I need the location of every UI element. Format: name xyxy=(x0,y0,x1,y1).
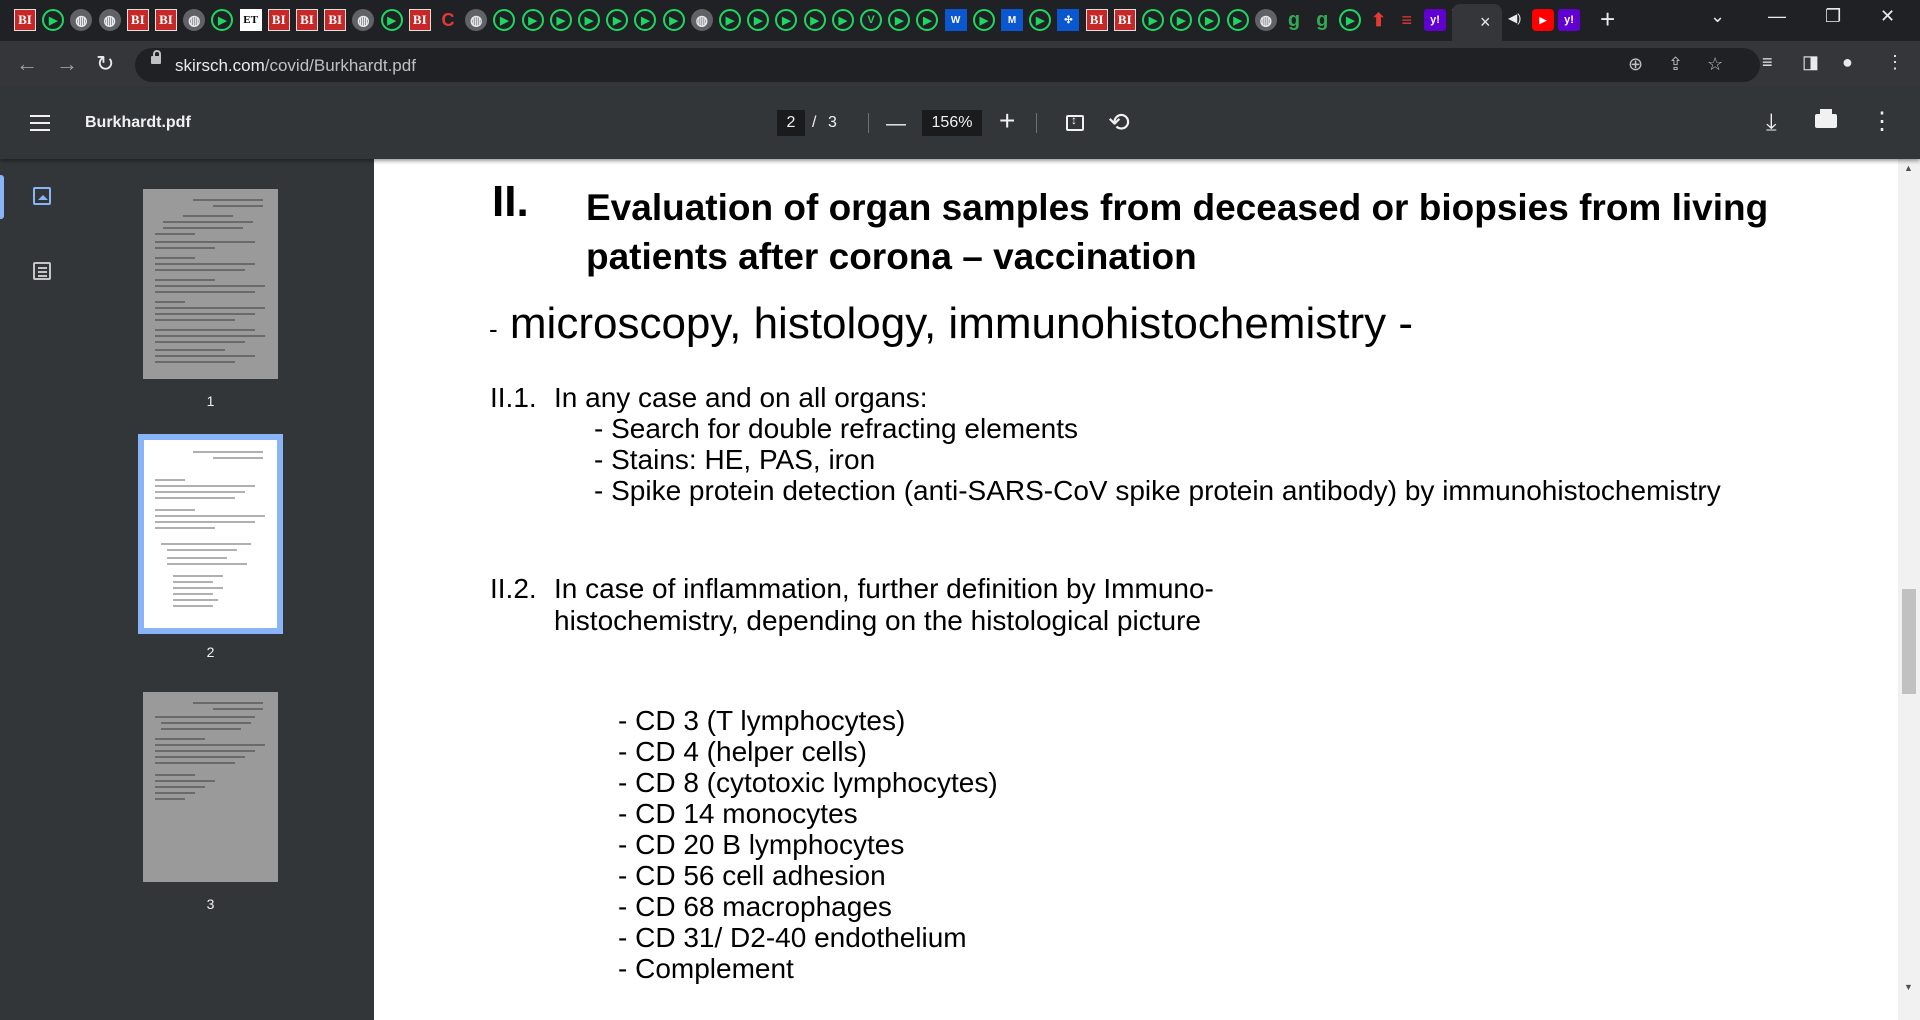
toolbar-divider xyxy=(868,113,869,133)
thumbnail-text-line xyxy=(155,786,205,788)
thumbnail-label: 3 xyxy=(206,896,215,912)
tab-play-icon[interactable]: ▶ xyxy=(1339,9,1361,31)
page-thumbnail-1[interactable] xyxy=(143,189,278,379)
tab-play-icon[interactable]: ▶ xyxy=(211,9,233,31)
lock-icon[interactable] xyxy=(151,56,161,64)
tab-bi-icon[interactable]: BI xyxy=(127,9,149,31)
thumbnail-text-line xyxy=(155,527,215,529)
tab-play-icon[interactable]: ▶ xyxy=(663,9,685,31)
thumbnail-text-line xyxy=(155,257,195,259)
tab-globe-icon[interactable]: ◍ xyxy=(1255,9,1277,31)
url-host: skirsch.com xyxy=(175,56,265,75)
page-total: 3 xyxy=(828,114,837,131)
thumbnail-text-line xyxy=(163,221,253,223)
thumbnail-text-line xyxy=(161,543,251,545)
thumbnail-sidebar xyxy=(0,159,374,1020)
thumbnail-text-line xyxy=(155,774,195,776)
print-icon[interactable] xyxy=(1815,114,1837,128)
tab-play-icon[interactable]: ▶ xyxy=(804,9,826,31)
page-thumbnail-2[interactable] xyxy=(143,439,278,629)
list-item: - CD 14 monocytes xyxy=(618,798,858,829)
browser-toolbar xyxy=(0,41,1920,89)
thumbnail-text-line xyxy=(155,269,245,271)
thumbnail-text-line xyxy=(155,756,245,758)
thumbnail-text-line xyxy=(213,708,263,710)
thumbnail-text-line xyxy=(155,780,215,782)
reload-icon[interactable]: ↻ xyxy=(96,51,115,76)
tab-play-icon[interactable]: ▶ xyxy=(522,9,544,31)
tab-play-icon[interactable]: ▶ xyxy=(493,9,515,31)
tab-play-icon[interactable]: ▶ xyxy=(1198,9,1220,31)
yahoo-tab-icon[interactable]: y! xyxy=(1558,9,1580,31)
tab-play-icon[interactable]: ▶ xyxy=(888,9,910,31)
section-title-line: patients after corona – vaccination xyxy=(586,236,1197,277)
youtube-tab-icon[interactable]: ▶ xyxy=(1532,9,1554,31)
download-icon[interactable]: ⤓ xyxy=(1766,109,1777,136)
tab-globe-icon[interactable]: ◍ xyxy=(691,9,713,31)
thumbnail-text-line xyxy=(161,728,241,730)
pdf-page xyxy=(374,159,1898,1020)
thumbnail-text-line xyxy=(155,301,185,303)
side-panel-icon[interactable]: ◨ xyxy=(1802,52,1820,72)
thumbnail-text-line xyxy=(155,329,255,331)
document-outline-icon[interactable] xyxy=(33,262,51,280)
tab-yahoo-icon[interactable]: y! xyxy=(1424,9,1446,31)
thumbnail-text-line xyxy=(155,744,265,746)
thumbnail-text-line xyxy=(155,762,235,764)
thumbnail-text-line xyxy=(155,355,255,357)
new-tab-button[interactable]: + xyxy=(1600,4,1616,34)
thumbnail-text-line xyxy=(173,575,223,577)
thumbnail-text-line xyxy=(155,307,265,309)
tab-v-icon[interactable]: V xyxy=(860,9,882,31)
subtitle-text: microscopy, histology, immunohistochemistry - xyxy=(509,299,1413,348)
tab-play-icon[interactable]: ▶ xyxy=(1142,9,1164,31)
list-item: - Spike protein detection (anti-SARS-CoV spike protein antibody) by immunohistochemistry xyxy=(594,475,1721,506)
thumbnail-text-line xyxy=(155,233,195,235)
item-text-line: histochemistry, depending on the histological picture xyxy=(554,605,1201,636)
tab-bi-icon[interactable]: BI xyxy=(1114,9,1136,31)
thumbnail-text-line xyxy=(163,227,243,229)
list-item: - Search for double refracting elements xyxy=(594,413,1079,444)
thumbnail-text-line xyxy=(173,605,213,607)
thumbnail-text-line xyxy=(167,549,237,551)
audio-playing-icon[interactable]: ◀) xyxy=(1508,11,1522,25)
item-number: II.1. xyxy=(490,382,537,413)
tab-et-icon[interactable]: ET xyxy=(240,9,262,31)
tab-bi-icon[interactable]: BI xyxy=(155,9,177,31)
tab-globe-icon[interactable]: ◍ xyxy=(70,9,92,31)
thumbnail-text-line xyxy=(155,716,255,718)
list-item: - CD 56 cell adhesion xyxy=(618,860,886,891)
thumbnail-text-line xyxy=(167,557,227,559)
thumbnail-text-line xyxy=(155,349,225,351)
tab-play-icon[interactable]: ▶ xyxy=(1170,9,1192,31)
tab-play-icon[interactable]: ▶ xyxy=(775,9,797,31)
tab-globe-icon[interactable]: ◍ xyxy=(183,9,205,31)
bookmark-star-icon[interactable]: ☆ xyxy=(1707,54,1724,74)
thumbnail-text-line xyxy=(155,247,215,249)
item-text-line: In case of inflammation, further definition by Immuno- xyxy=(554,573,1214,604)
thumbnail-text-line xyxy=(155,361,235,363)
pdf-toolbar xyxy=(0,89,1920,159)
url-text[interactable] xyxy=(175,56,416,76)
thumbnail-text-line xyxy=(155,738,205,740)
tab-g-icon[interactable]: g xyxy=(1287,8,1301,31)
chrome-menu-icon[interactable]: ⋮ xyxy=(1886,52,1904,72)
tab-bi-icon[interactable]: BI xyxy=(1086,9,1108,31)
back-arrow-icon[interactable]: ← xyxy=(16,51,38,76)
tab-red-icon[interactable]: ⬆ xyxy=(1371,9,1387,30)
thumbnail-text-line xyxy=(173,599,218,601)
page-thumbnail-3[interactable] xyxy=(143,692,278,882)
list-item: - Complement xyxy=(618,953,794,984)
thumbnail-text-line xyxy=(155,497,235,499)
thumbnail-text-line xyxy=(155,521,255,523)
tab-globe-icon[interactable]: ◍ xyxy=(352,9,374,31)
tab-search-chevron-icon[interactable]: ⌄ xyxy=(1710,6,1726,26)
tab-red-icon[interactable]: ≡ xyxy=(1401,9,1413,30)
list-item: - Stains: HE, PAS, iron xyxy=(594,444,876,475)
tab-play-icon[interactable]: ▶ xyxy=(578,9,600,31)
vertical-scrollbar[interactable] xyxy=(1898,159,1920,1020)
thumbnail-text-line xyxy=(155,479,185,481)
thumbnail-label: 2 xyxy=(206,644,215,660)
list-item: - CD 68 macrophages xyxy=(618,891,892,922)
page-separator: / xyxy=(812,114,817,131)
page-number-input[interactable] xyxy=(777,110,805,136)
tab-bi-icon[interactable]: BI xyxy=(296,9,318,31)
thumbnail-text-line xyxy=(193,451,263,453)
thumbnail-text-line xyxy=(155,341,245,343)
tab-globe-icon[interactable]: ◍ xyxy=(465,9,487,31)
thumbnail-text-line xyxy=(155,313,255,315)
thumbnail-text-line xyxy=(193,199,263,201)
tab-play-icon[interactable]: ▶ xyxy=(550,9,572,31)
section-subtitle xyxy=(489,299,1413,349)
thumbnail-text-line xyxy=(173,587,223,589)
thumbnail-view-icon[interactable] xyxy=(33,187,51,205)
section-title-line: Evaluation of organ samples from deceased or biopsies from living xyxy=(586,187,1769,228)
tab-red-c-icon[interactable]: C xyxy=(441,9,455,30)
section-number: II. xyxy=(492,177,529,226)
thumbnail-text-line xyxy=(173,593,213,595)
thumbnail-text-line xyxy=(155,509,195,511)
tab-bi-icon[interactable]: BI xyxy=(14,9,36,31)
tab-play-icon[interactable]: ▶ xyxy=(42,9,64,31)
tab-play-icon[interactable]: ▶ xyxy=(916,9,938,31)
tab-play-icon[interactable]: ▶ xyxy=(606,9,628,31)
minimize-icon[interactable]: — xyxy=(1768,6,1786,26)
zoom-magnifier-icon[interactable]: ⊕ xyxy=(1628,54,1644,74)
tab-play-icon[interactable]: ▶ xyxy=(747,9,769,31)
thumbnail-text-line xyxy=(155,285,265,287)
tab-bi-icon[interactable]: BI xyxy=(409,9,431,31)
thumbnail-text-line xyxy=(213,457,263,459)
thumbnail-text-line xyxy=(155,335,265,337)
thumbnail-text-line xyxy=(155,319,235,321)
tab-play-icon[interactable]: ▶ xyxy=(634,9,656,31)
tab-play-icon[interactable]: ▶ xyxy=(832,9,854,31)
thumbnail-label: 1 xyxy=(206,393,215,409)
url-path: /covid/Burkhardt.pdf xyxy=(264,56,416,75)
thumbnail-text-line xyxy=(155,798,185,800)
address-bar[interactable] xyxy=(135,48,1760,82)
thumbnail-text-line xyxy=(155,750,255,752)
tab-play-icon[interactable]: ▶ xyxy=(1227,9,1249,31)
thumbnail-text-line xyxy=(155,279,215,281)
item-text xyxy=(554,573,1214,637)
scroll-down-arrow-icon[interactable]: ▼ xyxy=(1904,982,1913,992)
thumbnail-text-line xyxy=(155,485,255,487)
close-tab-icon[interactable]: × xyxy=(1480,12,1491,32)
profile-icon[interactable]: ● xyxy=(1842,52,1853,72)
item-heading: In any case and on all organs: xyxy=(554,382,928,413)
zoom-level-input[interactable] xyxy=(922,110,982,136)
toolbar-divider xyxy=(1036,113,1037,133)
zoom-out-button[interactable]: — xyxy=(886,113,906,135)
tab-play-icon[interactable]: ▶ xyxy=(381,9,403,31)
list-item: - CD 20 B lymphocytes xyxy=(618,829,905,860)
item-number: II.2. xyxy=(490,573,537,604)
thumbnail-text-line xyxy=(155,241,255,243)
subtitle-dash: - xyxy=(489,314,498,344)
thumbnail-text-line xyxy=(155,263,255,265)
tab-bi-icon[interactable]: BI xyxy=(324,9,346,31)
thumbnail-text-line xyxy=(183,215,233,217)
forward-arrow-icon[interactable]: → xyxy=(56,51,78,76)
scroll-up-arrow-icon[interactable]: ▲ xyxy=(1904,163,1913,173)
share-icon[interactable]: ⇪ xyxy=(1668,54,1684,74)
thumbnail-text-line xyxy=(193,702,263,704)
thumbnail-text-line xyxy=(155,291,255,293)
tab-strip xyxy=(0,0,1920,41)
thumbnail-text-line xyxy=(155,515,265,517)
thumbnail-text-line xyxy=(161,722,251,724)
list-item: - CD 4 (helper cells) xyxy=(618,736,867,767)
fit-to-page-icon[interactable] xyxy=(1066,115,1084,131)
list-item: - CD 8 (cytotoxic lymphocytes) xyxy=(618,767,998,798)
sidebar-menu-icon[interactable] xyxy=(30,115,50,131)
tab-square-icon[interactable]: W xyxy=(945,9,967,31)
list-item: - CD 3 (T lymphocytes) xyxy=(618,705,906,736)
thumbnail-text-line xyxy=(173,581,213,583)
tab-square-icon[interactable]: ✣ xyxy=(1057,9,1079,31)
tab-globe-icon[interactable]: ◍ xyxy=(99,9,121,31)
active-tab[interactable] xyxy=(1452,4,1502,41)
tab-g-icon[interactable]: g xyxy=(1316,8,1329,31)
document-title: Burkhardt.pdf xyxy=(85,114,191,131)
thumbnail-text-line xyxy=(155,792,195,794)
close-window-icon[interactable]: ✕ xyxy=(1880,6,1896,26)
restore-icon[interactable]: ❐ xyxy=(1825,6,1842,26)
active-view-indicator xyxy=(0,175,4,219)
tab-bi-icon[interactable]: BI xyxy=(268,9,290,31)
list-item: - CD 31/ D2-40 endothelium xyxy=(618,922,967,953)
scrollbar-thumb[interactable] xyxy=(1902,589,1916,694)
tab-square-icon[interactable]: M xyxy=(1001,9,1023,31)
thumbnail-text-line xyxy=(213,205,263,207)
zoom-in-button[interactable]: + xyxy=(999,105,1016,136)
tab-play-icon[interactable]: ▶ xyxy=(973,9,995,31)
thumbnail-text-line xyxy=(155,491,245,493)
section-title xyxy=(586,183,1786,281)
rotate-icon[interactable]: ⟲ xyxy=(1108,107,1130,137)
more-actions-icon[interactable]: ⋮ xyxy=(1870,108,1894,135)
tab-play-icon[interactable]: ▶ xyxy=(1029,9,1051,31)
tab-play-icon[interactable]: ▶ xyxy=(719,9,741,31)
reading-list-icon[interactable]: ≡ xyxy=(1762,52,1773,72)
thumbnail-text-line xyxy=(167,563,247,565)
